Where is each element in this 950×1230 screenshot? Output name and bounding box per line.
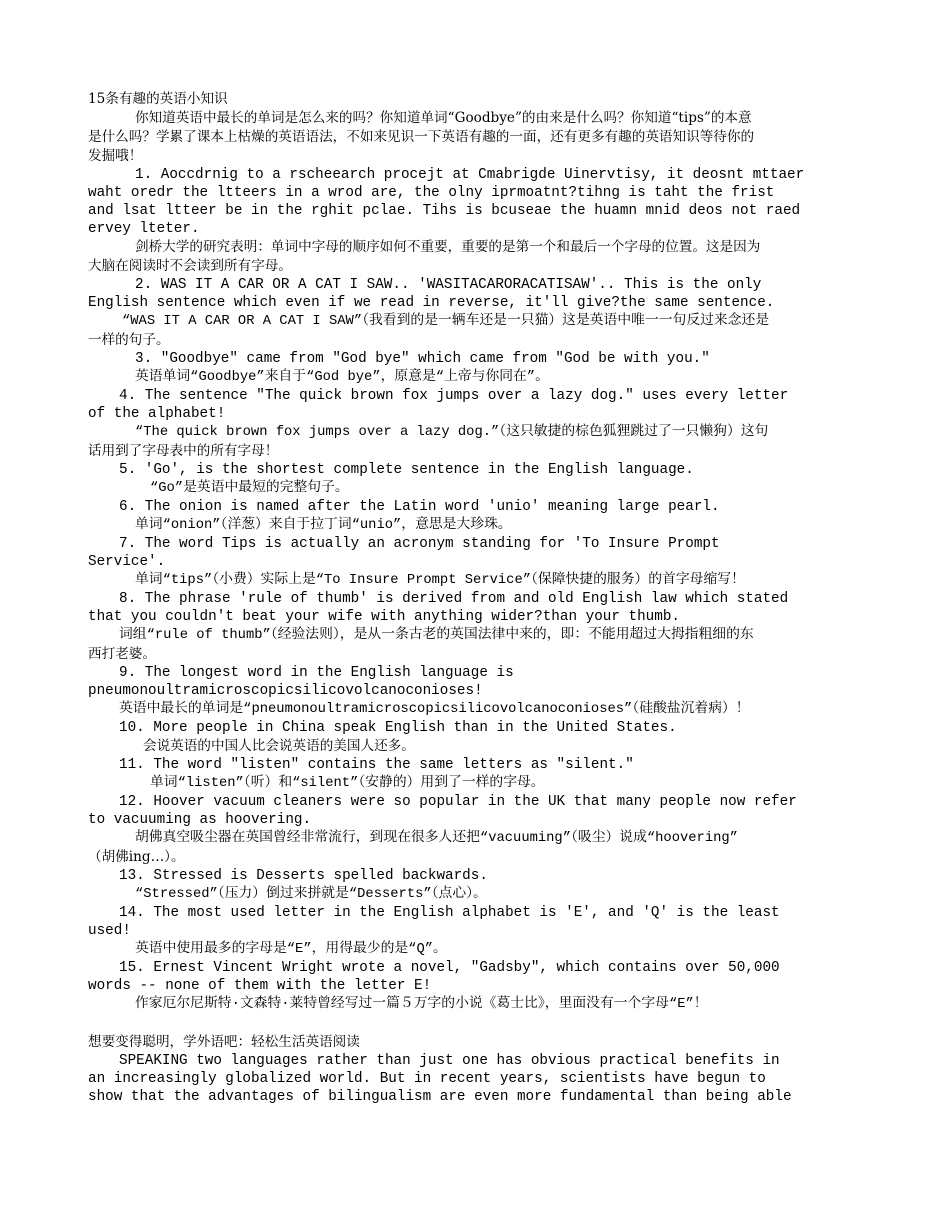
text-line: words -- none of them with the letter E! <box>88 978 432 994</box>
text-line: 词组“rule of thumb”（经验法则），是从一条古老的英国法律中来的，即：不能用超过大拇指粗细的东 <box>119 628 754 643</box>
text-line: 会说英语的中国人比会说英语的美国人还多。 <box>143 738 415 754</box>
text-line: 你知道英语中最长的单词是怎么来的吗？你知道单词“Goodbye”的由来是什么吗？你知道“tips”的本意 <box>135 110 752 126</box>
text-line: 作家厄尔尼斯特·文森特·莱特曾经写过一篇５万字的小说《葛士比》，里面没有一个字母“E”！ <box>135 997 708 1012</box>
text-line: pneumonoultramicroscopicsilicovolcanoconioses! <box>88 683 483 699</box>
text-line: 8. The phrase 'rule of thumb' is derived from and old English law which stated <box>119 591 789 607</box>
text-line: 9. The longest word in the English language is <box>119 665 514 681</box>
document-title: 15条有趣的英语小知识 <box>88 91 228 107</box>
text-line: show that the advantages of bilingualism are even more fundamental than being able <box>88 1089 792 1105</box>
text-line: Service'. <box>88 554 166 570</box>
text-line: ervey lteter. <box>88 221 200 237</box>
text-line: 英语单词“Goodbye”来自于“God bye”，原意是“上帝与你同在”。 <box>135 370 549 385</box>
text-line: that you couldn't beat your wife with anything wider?than your thumb. <box>88 609 680 625</box>
text-line: waht oredr the ltteers in a wrod are, the olny iprmoatnt?tihng is taht the frist <box>88 185 775 201</box>
text-line: 是什么吗？学累了课本上枯燥的英语语法，不如来见识一下英语有趣的一面，还有更多有趣的英语知识等待你的 <box>88 129 755 145</box>
text-line: and lsat ltteer be in the rghit pclae. Tihs is bcuseae the huamn mnid deos not raed <box>88 203 801 219</box>
text-line: an increasingly globalized world. But in recent years, scientists have begun to <box>88 1071 766 1087</box>
text-line: English sentence which even if we read in reverse, it'll give?the same sentence. <box>88 295 775 311</box>
text-line: SPEAKING two languages rather than just one has obvious practical benefits in <box>119 1053 780 1069</box>
text-line: 想要变得聪明，学外语吧：轻松生活英语阅读 <box>88 1034 360 1050</box>
text-line: （胡佛ing…）。 <box>88 849 185 865</box>
text-line: 14. The most used letter in the English alphabet is 'E', and 'Q' is the least <box>119 905 780 921</box>
text-line: 单词“tips”（小费）实际上是“To Insure Prompt Service”（保障快捷的服务）的首字母缩写！ <box>135 573 745 588</box>
text-line: used! <box>88 923 131 939</box>
text-line: 10. More people in China speak English than in the United States. <box>119 720 677 736</box>
text-line: 11. The word "listen" contains the same letters as "silent." <box>119 757 634 773</box>
text-line: 单词“onion”（洋葱）来自于拉丁词“unio”，意思是大珍珠。 <box>135 518 512 533</box>
text-line: 胡佛真空吸尘器在英国曾经非常流行，到现在很多人还把“vacuuming”（吸尘）说成“hoovering” <box>135 831 738 846</box>
text-line: “The quick brown fox jumps over a lazy dog.”（这只敏捷的棕色狐狸跳过了一只懒狗）这句 <box>135 425 769 440</box>
text-line: 13. Stressed is Desserts spelled backwards. <box>119 868 488 884</box>
text-line: 5. 'Go', is the shortest complete sentence in the English language. <box>119 462 694 478</box>
text-line: 英语中使用最多的字母是“E”，用得最少的是“Q”。 <box>135 942 447 957</box>
text-line: “Stressed”（压力）倒过来拼就是“Desserts”（点心）。 <box>135 887 487 902</box>
text-line: 3. "Goodbye" came from "God bye" which came from "God be with you." <box>135 351 710 367</box>
text-line: “Go”是英语中最短的完整句子。 <box>150 481 349 496</box>
text-line: 一样的句子。 <box>88 332 170 348</box>
text-line: 英语中最长的单词是“pneumonoultramicroscopicsilicovolcanoconioses”（硅酸盐沉着病）！ <box>119 702 750 717</box>
text-line: 大脑在阅读时不会读到所有字母。 <box>88 258 292 274</box>
text-line: “WAS IT A CAR OR A CAT I SAW”（我看到的是一辆车还是一只猫）这是英语中唯一一句反过来念还是 <box>122 314 770 329</box>
text-line: 单词“listen”（听）和“silent”（安静的）用到了一样的字母。 <box>150 776 545 791</box>
text-line: 话用到了字母表中的所有字母！ <box>88 443 279 459</box>
text-line: 7. The word Tips is actually an acronym standing for 'To Insure Prompt <box>119 536 720 552</box>
text-line: 2. WAS IT A CAR OR A CAT I SAW.. 'WASITACARORACATISAW'.. This is the only <box>135 277 762 293</box>
text-line: of the alphabet! <box>88 406 226 422</box>
blank-line <box>88 1014 864 1033</box>
text-line: 剑桥大学的研究表明：单词中字母的顺序如何不重要，重要的是第一个和最后一个字母的位置。这是因为 <box>135 239 761 255</box>
text-line: 4. The sentence "The quick brown fox jumps over a lazy dog." uses every letter <box>119 388 789 404</box>
text-line: 6. The onion is named after the Latin word 'unio' meaning large pearl. <box>119 499 720 515</box>
text-line: 15. Ernest Vincent Wright wrote a novel, "Gadsby", which contains over 50,000 <box>119 960 780 976</box>
text-line: 西打老婆。 <box>88 646 156 662</box>
text-line: 1. Aoccdrnig to a rscheearch procejt at Cmabrigde Uinervtisy, it deosnt mttaer <box>135 167 805 183</box>
document-text <box>88 109 864 1106</box>
text-line: to vacuuming as hoovering. <box>88 812 312 828</box>
document-body <box>88 90 864 1106</box>
text-line: 发掘哦！ <box>88 148 143 164</box>
text-line: 12. Hoover vacuum cleaners were so popular in the UK that many people now refer <box>119 794 797 810</box>
